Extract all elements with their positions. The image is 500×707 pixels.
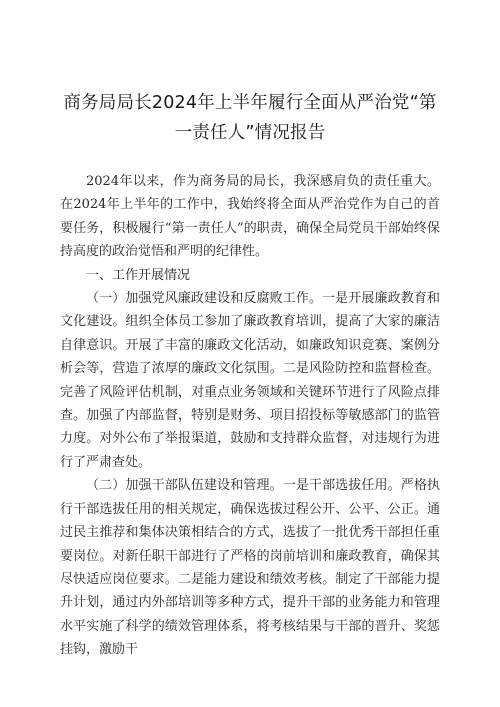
body-paragraph: （一）加强党风廉政建设和反腐败工作。一是开展廉政教育和文化建设。组织全体员工参加了廉政教育培训，提高了大家的廉洁自律意识。开展了丰富的廉政文化活动，如廉政知识竞赛、案例分析会等，营造了浓厚的廉政文化氛围。二是风险防控和监督检查。完善了风险评估机制，对重点业务领域和关键环节进行了风险点排查。加强了内部监督，特别是财务、项目招投标等敏感部门的监管力度。对外公布了举报渠道，鼓励和支持群众监督，对违规行为进行了严肃查处。 [60, 291, 440, 470]
document-body [60, 170, 440, 662]
intro-paragraph: 2024年以来，作为商务局的局长，我深感肩负的责任重大。在2024年上半年的工作中，我始终将全面从严治党作为自己的首要任务，积极履行“第一责任人”的职责，确保全局党员干部始终保持高度的政治觉悟和严明的纪律性。 [60, 174, 440, 260]
section-heading: 一、工作开展情况 [86, 267, 191, 283]
body-paragraph: （二）加强干部队伍建设和管理。一是干部选拔任用。严格执行干部选拔任用的相关规定，确保选拔过程公开、公平、公正。通过民主推荐和集体决策相结合的方式，选拔了一批优秀干部担任重要岗位。对新任职干部进行了严格的岗前培训和廉政教育，确保其尽快适应岗位要求。二是能力建设和绩效考核。制定了干部能力提升计划，通过内外部培训等多种方式，提升干部的业务能力和管理水平实施了科学的绩效管理体系，将考核结果与干部的晋升、奖惩挂钩，激励干 [60, 478, 440, 658]
document-title: 商务局局长2024年上半年履行全面从严治党“第一责任人”情况报告 [63, 93, 437, 143]
